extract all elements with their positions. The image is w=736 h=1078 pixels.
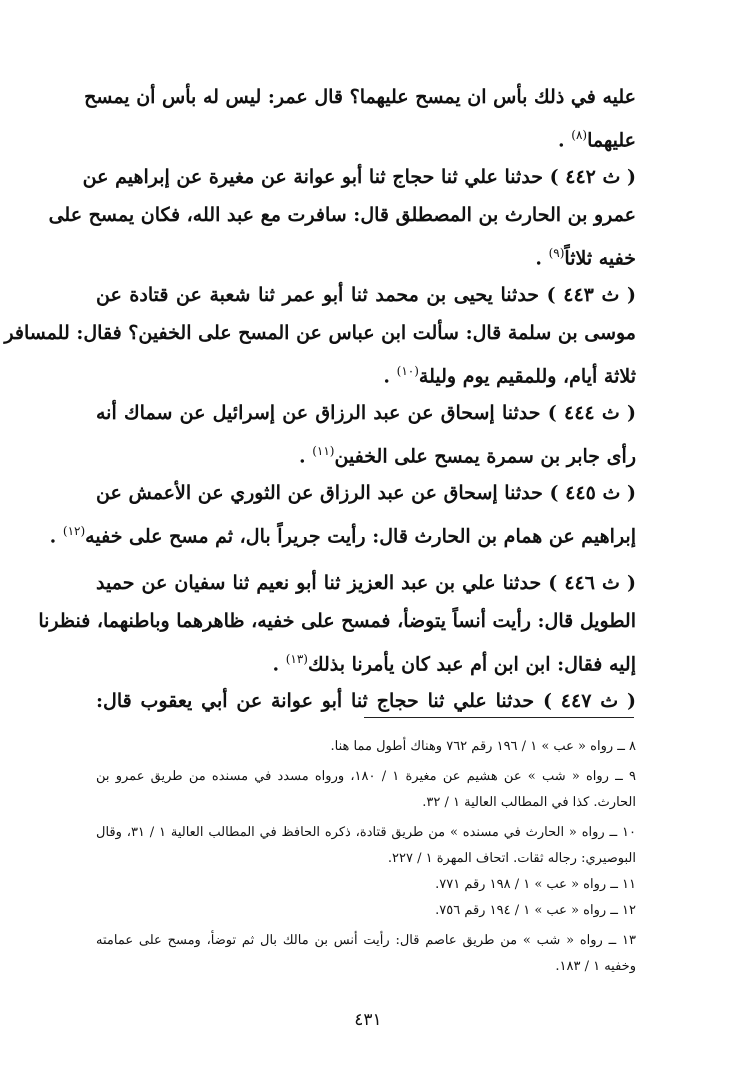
page-number: ٤٣١ [354,1010,382,1030]
paragraph-6-line-2: الطويل قال: رأيت أنساً يتوضأ، فمسح على خفيه، ظاهرهما وباطنهما، فنظرنا [38,610,636,632]
paragraph-7-line-1: ( ث ٤٤٧ ) حدثنا علي ثنا حجاج ثنا أبو عوانة عن أبي يعقوب قال: [96,690,636,712]
text-run: ثلاثة أيام، وللمقيم يوم وليلة [418,365,636,388]
footnote-8: ٨ ــ رواه « عب » ١ / ١٩٦ رقم ٧٦٢ وهناك أطول مما هنا. [330,739,636,754]
footnote-ref-12: (١٢) [62,524,86,538]
text-run: . [383,365,391,388]
paragraph-4-line-1: ( ث ٤٤٤ ) حدثنا إسحاق عن عبد الرزاق عن إسرائيل عن سماك أنه [96,402,636,424]
text-run: عليهما [587,129,636,152]
footnote-11: ١١ ــ رواه « عب » ١ / ١٩٨ رقم ٧٧١. [435,877,636,892]
text-run: إليه فقال: ابن ابن أم عبد كان يأمرنا بذلك [307,653,636,676]
footnote-12: ١٢ ــ رواه « عب » ١ / ١٩٤ رقم ٧٥٦. [435,903,636,918]
footnote-ref-9: (٩) [548,246,565,260]
main-text [4,78,637,720]
footnotes [96,734,636,980]
footnote-ref-11: (١١) [312,444,335,458]
paragraph-4-line-2 [96,432,636,470]
paragraph-3-line-3 [96,352,636,390]
footnote-ref-10: (١٠) [396,364,419,378]
footnote-9-line-2: الحارث. كذا في المطالب العالية ١ / ٣٢. [422,795,636,810]
paragraph-1-line-2 [96,116,636,154]
paragraph-5-line-1: ( ث ٤٤٥ ) حدثنا إسحاق عن عبد الرزاق عن الثوري عن الأعمش عن [96,482,637,504]
text-run: . [298,445,306,468]
text-run: . [272,653,280,676]
paragraph-6-line-1: ( ث ٤٤٦ ) حدثنا علي بن عبد العزيز ثنا أبو نعيم ثنا سفيان عن حميد [96,572,636,594]
text-run: إبراهيم عن همام بن الحارث قال: رأيت جريراً بال، ثم مسح على خفيه [85,525,636,548]
footnote-13-line-2: وخفيه ١ / ١٨٣. [555,959,636,974]
footnote-separator [364,717,634,718]
footnote-10-line-2: البوصيري: رجاله ثقات. اتحاف المهرة ١ / ٢٢٧. [387,851,636,866]
paragraph-2-line-3 [96,234,636,272]
paragraph-5-line-2 [49,512,636,550]
footnote-13-line-1: ١٣ ــ رواه « شب » من طريق عاصم قال: رأيت أنس بن مالك بال ثم توضأ، ومسح على عمامته [96,933,636,948]
paragraph-2-line-2: عمرو بن الحارث بن المصطلق قال: سافرت مع عبد الله، فكان يمسح على [48,204,636,226]
text-run: . [535,247,542,270]
paragraph-3-line-1: ( ث ٤٤٣ ) حدثنا يحيى بن محمد ثنا أبو عمر ثنا شعبة عن قتادة عن [96,284,637,306]
footnote-ref-13: (١٣) [285,652,308,666]
footnote-10-line-1: ١٠ ــ رواه « الحارث في مسنده » من طريق قتادة، ذكره الحافظ في المطالب العالية ١ / ٣١، وقال [96,825,636,840]
footnote-9-line-1: ٩ ــ رواه « شب » عن هشيم عن مغيرة ١ / ١٨٠، ورواه مسدد في مسنده من طريق عمرو بن [96,769,636,784]
text-run: . [558,129,565,152]
text-run: رأى جابر بن سمرة يمسح على الخفين [334,445,636,468]
footnote-ref-8: (٨) [571,128,588,142]
paragraph-3-line-2: موسى بن سلمة قال: سألت ابن عباس عن المسح على الخفين؟ فقال: للمسافر [4,322,636,344]
paragraph-1-line-1: عليه في ذلك بأس ان يمسح عليهما؟ قال عمر: ليس له بأس أن يمسح [84,86,636,108]
paragraph-6-line-3 [96,640,636,678]
text-run: . [49,525,57,548]
text-run: خفيه ثلاثاً [564,247,636,270]
paragraph-2-line-1: ( ث ٤٤٢ ) حدثنا علي ثنا حجاج ثنا أبو عوانة عن مغيرة عن إبراهيم عن [82,166,636,188]
